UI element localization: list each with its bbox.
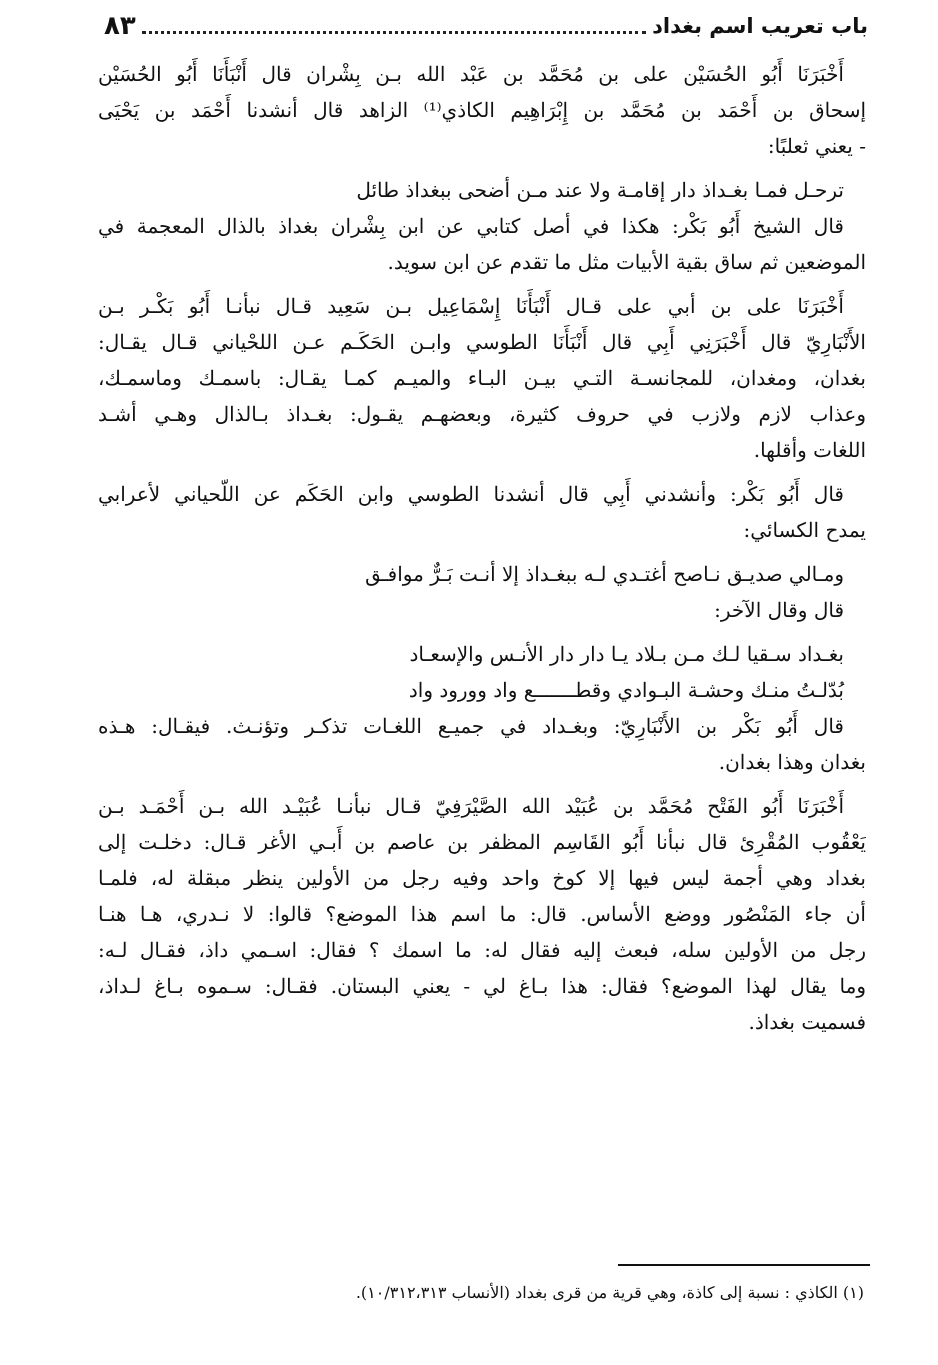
text-line: وعذاب لازم ولازب في حروف كثيرة، وبعضهـم يقـول: بغـداذ بـالذال وهـي أشـد <box>98 402 866 426</box>
text-line: قال الشيخ أَبُو بَكْر: هكذا في أصل كتابي عن ابن بِشْران بغداذ بالذال المعجمة في <box>98 214 844 238</box>
text-line: أَخْبَرَنَا على بن أبي على قـال أَنْبَأَنَا إِسْمَاعِيل بـن سَعِيد قـال نبأنـا أَبُو بَكْـر بـن <box>98 294 844 318</box>
text-line: بغدان، ومغدان، للمجانسـة التـي بيـن البـاء والميـم كمـا يقـال: باسمـك وماسمـك، <box>98 366 866 390</box>
text-line: إسحاق بن أَحْمَد بن مُحَمَّد بن إِبْرَاهِيم الكاذي⁽¹⁾ الزاهد قال أنشدنا أَحْمَد بن يَحْيَى <box>98 98 866 122</box>
body-text <box>98 56 866 1040</box>
text-line: الأَنْبَارِيّ قال أَخْبَرَنِي أَبِي قال أَنْبَأَنَا الطوسي وابـن الحَكَـم عـن اللحْياني قـال يقـال: <box>98 330 866 354</box>
verse-line: ومـالي صديـق نـاصح أغتـدي لـه ببغـداذ إلا أنـت بَـرٌّ موافـق <box>365 562 844 586</box>
text-line: قال أَبُو بَكْر بن الأَنْبَارِيّ: وبغـداد في جميـع اللغـات تذكـر وتؤنـث. فيقـال: هـذه <box>98 714 844 738</box>
text-line: بغداد وهي أجمة ليس فيها إلا كوخ واحد وفيه رجل من الأولين ينظر مبقلة له، فلمـا <box>98 866 866 890</box>
text-line: رجل من الأولين سله، فبعث إليه فقال له: ما اسمك ؟ فقال: اسـمي داذ، فقـال لـه: <box>98 938 866 962</box>
text-line: يمدح الكسائي: <box>743 518 866 542</box>
text-line: اللغات وأقلها. <box>753 438 866 462</box>
text-line: أَخْبَرَنَا أَبُو الحُسَيْن على بن مُحَمَّد بن عَبْد الله بـن بِشْران قال أَنْبَأَنَا أَبُو الحُسَيْن <box>98 62 844 86</box>
text-line: فسميت بغداذ. <box>748 1010 866 1034</box>
text-line: قال أَبُو بَكْر: وأنشدني أَبِي قال أنشدنا الطوسي وابن الحَكَم عن اللّحياني لأعرابي <box>98 482 844 506</box>
text-line: - يعني ثعلبًا: <box>767 134 866 158</box>
text-line: يَعْقُوب المُقْرِئ قال نبأنا أَبُو القَاسِم المظفر بن عاصم بن أَبـي الأغر قـال: دخلـت إلى <box>98 830 866 854</box>
chapter-title: باب تعريب اسم بغداد <box>652 14 868 38</box>
text-line: أَخْبَرَنَا أَبُو الفَتْح مُحَمَّد بن عُبَيْد الله الصَّيْرَفِيّ قـال نبأنـا عُبَيْـد الله بـن أَحْمَـد بـن <box>98 794 844 818</box>
text-line: الموضعين ثم ساق بقية الأبيات مثل ما تقدم عن ابن سويد. <box>387 250 866 274</box>
page-number: ٨٣ <box>104 11 136 41</box>
verse-line: ترحـل فمـا بغـداذ دار إقامـة ولا عند مـن أضحى ببغداذ طائل <box>356 178 844 202</box>
text-line: أن جاء المَنْصُور ووضع الأساس. قال: ما اسم هذا الموضع؟ قالوا: لا نـدري، هـا هنـا <box>98 902 866 926</box>
verse-line: بُدّلـتُ منـك وحشـة البـوادي وقطـــــــع واد وورود واد <box>408 678 844 702</box>
footnote-separator <box>618 1264 870 1266</box>
footnote: (١) الكاذي : نسبة إلى كاذة، وهي قرية من قرى بغداد (الأنساب ١٠/٣١٢،٣١٣). <box>355 1283 864 1302</box>
text-line: قال وقال الآخر: <box>714 598 844 622</box>
header-leader-dots <box>142 31 646 34</box>
text-line: وما يقال لهذا الموضع؟ فقال: هذا بـاغ لي - يعني البستان. فقـال: سـموه بـاغ لـداذ، <box>98 974 866 998</box>
text-line: بغدان وهذا بغدان. <box>718 750 866 774</box>
page-header <box>104 6 868 46</box>
verse-line: بغـداد سـقيا لـك مـن بـلاد يـا دار دار الأنـس والإسعـاد <box>409 642 844 666</box>
